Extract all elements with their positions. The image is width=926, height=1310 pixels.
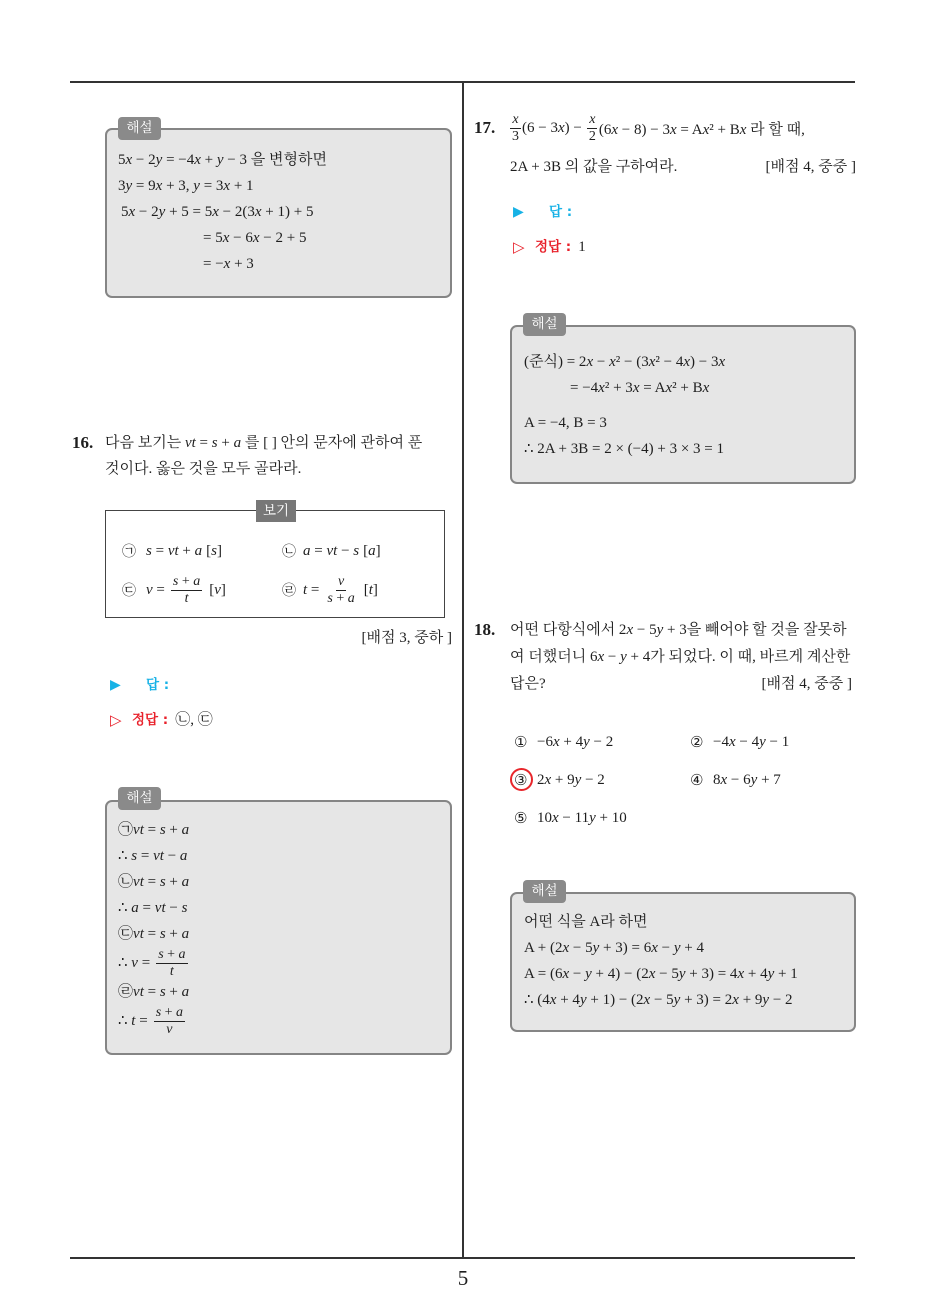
choice-5 bbox=[514, 805, 627, 831]
math-variable: y bbox=[583, 734, 590, 750]
solution-line: = 5x − 6x − 2 + 5 bbox=[203, 230, 307, 246]
math-variable: s bbox=[353, 542, 360, 559]
math-variable: y bbox=[216, 152, 224, 168]
math-variable: x bbox=[609, 354, 616, 370]
math-variable: t bbox=[333, 542, 338, 559]
fraction-denominator: 3 bbox=[512, 128, 519, 144]
choice-1 bbox=[514, 729, 613, 755]
solution-line: A + (2x − 5y + 3) = 6x − y + 4 bbox=[524, 940, 704, 956]
question-line: 다음 보기는 vt = s + a 를 [ ] 안의 문자에 관하여 푼 bbox=[105, 435, 423, 451]
math-variable: x bbox=[194, 152, 201, 168]
solution-line: 5x − 2y + 5 = 5x − 2(3x + 1) + 5 bbox=[121, 204, 314, 220]
math-variable: y bbox=[767, 966, 775, 982]
math-variable: y bbox=[579, 992, 587, 1008]
solution-lines bbox=[524, 349, 725, 462]
solution-line: ㉠vt = s + a bbox=[118, 822, 190, 838]
math-variable: a bbox=[181, 874, 190, 890]
bogi-lhs: v = bbox=[146, 581, 165, 598]
math-variable: s bbox=[159, 984, 166, 1000]
math-variable: v bbox=[133, 822, 140, 838]
math-variable: v bbox=[133, 874, 140, 890]
math-variable: x bbox=[552, 810, 559, 826]
solution-tag: 해설 bbox=[118, 787, 161, 810]
math-variable: a bbox=[176, 1004, 184, 1020]
math-variable: t bbox=[303, 581, 308, 598]
math-variable: x bbox=[720, 772, 728, 788]
correct-arrow-icon: ▷ bbox=[110, 711, 122, 729]
math-variable: x bbox=[732, 992, 739, 1008]
solution-fraction bbox=[154, 1006, 185, 1037]
math-variable: a bbox=[178, 946, 186, 962]
fraction-numerator bbox=[336, 575, 346, 591]
solution-line: ㉢vt = s + a bbox=[118, 926, 190, 942]
bogi-bracket: [a] bbox=[363, 542, 381, 559]
math-variable: a bbox=[181, 822, 190, 838]
math-variable: a bbox=[233, 435, 242, 451]
math-variable: x bbox=[552, 734, 560, 750]
fraction-numerator bbox=[510, 113, 520, 129]
math-variable: s bbox=[146, 542, 152, 559]
solution-lines bbox=[118, 147, 327, 277]
fraction-numerator: s + a bbox=[172, 573, 201, 589]
math-variable: x bbox=[586, 354, 594, 370]
answer-line-17 bbox=[513, 199, 572, 225]
choice-text: −4x − 4y − 1 bbox=[713, 734, 790, 750]
correct-answer-line-16 bbox=[110, 707, 213, 733]
math-variable: y bbox=[759, 734, 766, 750]
solution-fraction-line bbox=[118, 1005, 191, 1037]
choice-4 bbox=[690, 767, 781, 793]
solution-line: ∴ a = vt − s bbox=[118, 900, 188, 916]
math-variable: a bbox=[181, 984, 190, 1000]
solution-fraction-line bbox=[118, 947, 191, 979]
question-text: (6 − 3x) − bbox=[522, 119, 582, 136]
solution-lines bbox=[524, 909, 798, 1013]
math-variable: x bbox=[683, 354, 691, 370]
math-variable: x bbox=[223, 256, 231, 272]
solution-line: = −x + 3 bbox=[203, 256, 254, 272]
math-variable: x bbox=[632, 380, 640, 396]
choice-3 bbox=[514, 767, 605, 793]
problem-number-17: 17. bbox=[474, 118, 496, 137]
math-variable: s bbox=[327, 590, 333, 606]
choice-number: ③ bbox=[514, 771, 528, 789]
fraction-numerator: s + a bbox=[158, 946, 186, 962]
math-variable: y bbox=[193, 178, 200, 194]
math-variable: y bbox=[656, 622, 664, 638]
math-variable: x bbox=[648, 966, 656, 982]
fraction-numerator: s + a bbox=[155, 1004, 184, 1020]
question-line: 여 더했더니 6x − y + 4가 되었다. 이 때, 바르게 계산한 bbox=[510, 649, 851, 665]
choice-marker bbox=[514, 729, 537, 755]
correct-arrow-icon: ▷ bbox=[513, 238, 525, 256]
math-variable: t bbox=[368, 581, 373, 598]
fraction-denominator bbox=[164, 1022, 174, 1037]
math-variable: t bbox=[191, 435, 196, 451]
math-variable: s bbox=[211, 542, 217, 559]
bogi-fraction bbox=[171, 575, 202, 606]
solution-tag: 해설 bbox=[523, 880, 566, 903]
math-variable: y bbox=[762, 992, 770, 1008]
bogi-bracket: [s] bbox=[206, 542, 222, 559]
math-variable: t bbox=[139, 874, 144, 890]
bogi-item-1 bbox=[122, 534, 222, 568]
math-variable: x bbox=[702, 121, 710, 138]
math-variable: a bbox=[131, 900, 139, 916]
math-variable: t bbox=[174, 542, 179, 559]
correct-value: ㉡, ㉢ bbox=[175, 712, 213, 728]
math-variable: x bbox=[718, 354, 726, 370]
question-fraction bbox=[587, 113, 598, 144]
math-variable: y bbox=[673, 992, 681, 1008]
question-line: 것이다. 옳은 것을 모두 골라라. bbox=[105, 461, 302, 477]
math-variable: v bbox=[146, 581, 153, 598]
math-variable: v bbox=[131, 955, 138, 971]
problem-number-18: 18. bbox=[474, 620, 496, 639]
solution-tag: 해설 bbox=[523, 313, 566, 336]
question-18 bbox=[510, 617, 852, 698]
solution-lines bbox=[118, 817, 191, 1037]
answer-label: 답 : bbox=[146, 677, 170, 693]
math-variable: x bbox=[557, 119, 565, 136]
math-variable: y bbox=[158, 204, 166, 220]
math-variable: y bbox=[155, 152, 163, 168]
fraction-numerator bbox=[587, 113, 597, 129]
choice-marker bbox=[514, 767, 537, 793]
fraction-lhs: ∴ t = bbox=[118, 1013, 148, 1029]
math-variable: y bbox=[620, 649, 627, 665]
choice-marker bbox=[690, 767, 713, 793]
math-variable: a bbox=[303, 542, 311, 559]
math-variable: v bbox=[166, 1021, 173, 1037]
column-divider bbox=[462, 82, 464, 1259]
math-variable: v bbox=[153, 848, 160, 864]
math-variable: x bbox=[598, 380, 605, 396]
math-variable: x bbox=[648, 354, 656, 370]
bogi-expression: s = vt + a bbox=[146, 542, 203, 559]
math-variable: x bbox=[222, 230, 230, 246]
math-variable: s bbox=[131, 848, 138, 864]
math-variable: y bbox=[589, 810, 596, 826]
math-variable: a bbox=[181, 926, 190, 942]
solution-line: (준식) = 2x − x² − (3x² − 4x) − 3x bbox=[524, 354, 726, 370]
question-text: (6x − 8) − 3x = Ax² + Bx 라 할 때, bbox=[598, 121, 805, 138]
answer-label: 답 : bbox=[549, 204, 573, 220]
math-variable: t bbox=[139, 984, 144, 1000]
bogi-bracket: [v] bbox=[209, 581, 226, 598]
choice-marker bbox=[514, 805, 537, 831]
score-18: [배점 4, 중중 ] bbox=[761, 676, 852, 692]
math-variable: a bbox=[347, 590, 355, 606]
correct-value: 1 bbox=[578, 239, 586, 255]
math-variable: y bbox=[125, 178, 133, 194]
fraction-denominator: s + a bbox=[327, 590, 355, 606]
math-variable: t bbox=[139, 822, 144, 838]
math-variable: x bbox=[252, 230, 260, 246]
solution-box-16 bbox=[105, 800, 452, 1055]
answer-line-16 bbox=[110, 672, 169, 698]
math-variable: y bbox=[673, 940, 681, 956]
choice-number: ⑤ bbox=[514, 809, 528, 827]
choice-number: ② bbox=[690, 733, 704, 751]
correct-label: 정답 : bbox=[132, 712, 169, 728]
solution-box-18 bbox=[510, 892, 856, 1032]
math-variable: x bbox=[728, 734, 736, 750]
solution-line: 5x − 2y = −4x + y − 3 을 변형하면 bbox=[118, 152, 327, 168]
bogi-fraction bbox=[325, 575, 356, 606]
math-variable: s bbox=[155, 1004, 162, 1020]
question-text: 답은? bbox=[510, 676, 546, 692]
math-variable: y bbox=[585, 966, 592, 982]
math-variable: x bbox=[562, 966, 570, 982]
math-variable: t bbox=[159, 848, 164, 864]
fraction-denominator: 2 bbox=[588, 128, 596, 144]
bottom-rule bbox=[70, 1257, 855, 1259]
question-17-line-1 bbox=[510, 110, 805, 146]
math-variable: s bbox=[159, 926, 166, 942]
bogi-marker: ㉡ bbox=[282, 544, 296, 560]
choice-number: ④ bbox=[690, 771, 704, 789]
math-variable: t bbox=[169, 963, 174, 979]
fraction-denominator bbox=[168, 964, 176, 979]
bogi-marker: ㉣ bbox=[282, 583, 296, 599]
math-variable: x bbox=[155, 178, 163, 194]
solution-line: 어떤 식을 A라 하면 bbox=[524, 914, 648, 930]
math-variable: t bbox=[139, 926, 144, 942]
question-17-line-2 bbox=[510, 152, 856, 178]
math-variable: x bbox=[254, 204, 262, 220]
math-variable: x bbox=[643, 992, 651, 1008]
math-variable: x bbox=[544, 772, 552, 788]
math-variable: x bbox=[589, 111, 596, 127]
math-variable: x bbox=[665, 380, 673, 396]
bogi-item-4 bbox=[282, 573, 378, 607]
math-variable: a bbox=[368, 542, 376, 559]
math-variable: x bbox=[739, 121, 747, 138]
math-variable: v bbox=[214, 581, 221, 598]
math-variable: v bbox=[154, 900, 162, 916]
math-variable: x bbox=[626, 622, 634, 638]
solution-line: A = −4, B = 3 bbox=[524, 415, 607, 431]
math-variable: x bbox=[223, 178, 231, 194]
question-16 bbox=[105, 430, 422, 482]
solution-line: ∴ s = vt − a bbox=[118, 848, 188, 864]
question-fraction bbox=[510, 113, 521, 144]
bogi-item-2 bbox=[282, 534, 381, 568]
math-variable: v bbox=[184, 435, 192, 451]
math-variable: y bbox=[592, 940, 600, 956]
math-variable: s bbox=[158, 946, 164, 962]
solution-line: ∴ 2A + 3B = 2 × (−4) + 3 × 3 = 1 bbox=[524, 441, 725, 457]
math-variable: v bbox=[133, 926, 140, 942]
math-variable: v bbox=[337, 573, 345, 589]
bogi-marker: ㉠ bbox=[122, 544, 136, 560]
math-variable: x bbox=[651, 940, 658, 956]
page-number: 5 bbox=[457, 1266, 469, 1290]
question-text: 2A + 3B 의 값을 구하여라. bbox=[510, 158, 678, 175]
math-variable: t bbox=[131, 1013, 136, 1029]
solution-box-17 bbox=[510, 325, 856, 484]
fraction-denominator bbox=[183, 591, 191, 606]
math-variable: x bbox=[611, 121, 619, 138]
choice-2 bbox=[690, 729, 789, 755]
math-variable: s bbox=[159, 822, 166, 838]
math-variable: a bbox=[194, 542, 203, 559]
math-variable: y bbox=[574, 772, 582, 788]
correct-answer-line-17 bbox=[513, 234, 586, 260]
solution-line: = −4x² + 3x = Ax² + Bx bbox=[570, 380, 710, 396]
bogi-marker: ㉢ bbox=[122, 583, 136, 599]
math-variable: a bbox=[179, 848, 188, 864]
choice-number: ① bbox=[514, 733, 528, 751]
correct-label: 정답 : bbox=[535, 239, 572, 255]
math-variable: s bbox=[211, 435, 218, 451]
math-variable: t bbox=[184, 590, 189, 606]
solution-line: A = (6x − y + 4) − (2x − 5y + 3) = 4x + 4y + 1 bbox=[524, 966, 798, 982]
math-variable: s bbox=[181, 900, 188, 916]
answer-arrow-icon: ▶ bbox=[110, 677, 121, 693]
choice-text: −6x + 4y − 2 bbox=[537, 734, 614, 750]
choice-text: 2x + 9y − 2 bbox=[537, 772, 605, 788]
fraction-lhs: ∴ v = bbox=[118, 955, 151, 971]
solution-box-15 bbox=[105, 128, 452, 298]
math-variable: v bbox=[167, 542, 175, 559]
math-variable: x bbox=[737, 966, 745, 982]
math-variable: x bbox=[562, 940, 570, 956]
answer-arrow-icon: ▶ bbox=[513, 204, 524, 220]
bogi-bracket: [t] bbox=[363, 581, 378, 598]
solution-line: ∴ (4x + 4y + 1) − (2x − 5y + 3) = 2x + 9y − 2 bbox=[524, 992, 793, 1008]
score-16: [배점 3, 중하 ] bbox=[361, 630, 452, 646]
question-line: 어떤 다항식에서 2x − 5y + 3을 빼어야 할 것을 잘못하 bbox=[510, 622, 847, 638]
math-variable: x bbox=[512, 111, 519, 127]
solution-tag: 해설 bbox=[118, 117, 161, 140]
choice-text: 8x − 6y + 7 bbox=[713, 772, 781, 788]
solution-line: ㉣vt = s + a bbox=[118, 984, 190, 1000]
math-variable: x bbox=[597, 649, 605, 665]
bogi-item-3 bbox=[122, 573, 226, 607]
math-variable: x bbox=[212, 204, 219, 220]
math-variable: y bbox=[750, 772, 758, 788]
score-17: [배점 4, 중중 ] bbox=[765, 158, 856, 175]
bogi-lhs: t = bbox=[303, 581, 320, 598]
solution-fraction bbox=[156, 948, 187, 979]
math-variable: t bbox=[161, 900, 166, 916]
math-variable: s bbox=[172, 573, 179, 589]
answer-mark-circle bbox=[510, 768, 533, 791]
choice-text: 10x − 11y + 10 bbox=[537, 810, 627, 826]
math-variable: x bbox=[549, 992, 557, 1008]
math-variable: x bbox=[702, 380, 710, 396]
math-variable: x bbox=[669, 121, 677, 138]
math-variable: x bbox=[125, 152, 133, 168]
math-variable: x bbox=[128, 204, 136, 220]
bogi-tag: 보기 bbox=[256, 500, 296, 522]
bogi-expression: a = vt − s bbox=[303, 542, 360, 559]
solution-line: 3y = 9x + 3, y = 3x + 1 bbox=[118, 178, 254, 194]
math-variable: s bbox=[159, 874, 166, 890]
problem-number-16: 16. bbox=[72, 433, 94, 452]
math-variable: v bbox=[326, 542, 334, 559]
question-line-with-score bbox=[510, 671, 852, 698]
choice-marker bbox=[690, 729, 713, 755]
math-variable: v bbox=[133, 984, 140, 1000]
math-variable: a bbox=[193, 573, 201, 589]
math-variable: y bbox=[678, 966, 686, 982]
solution-line: ㉡vt = s + a bbox=[118, 874, 190, 890]
